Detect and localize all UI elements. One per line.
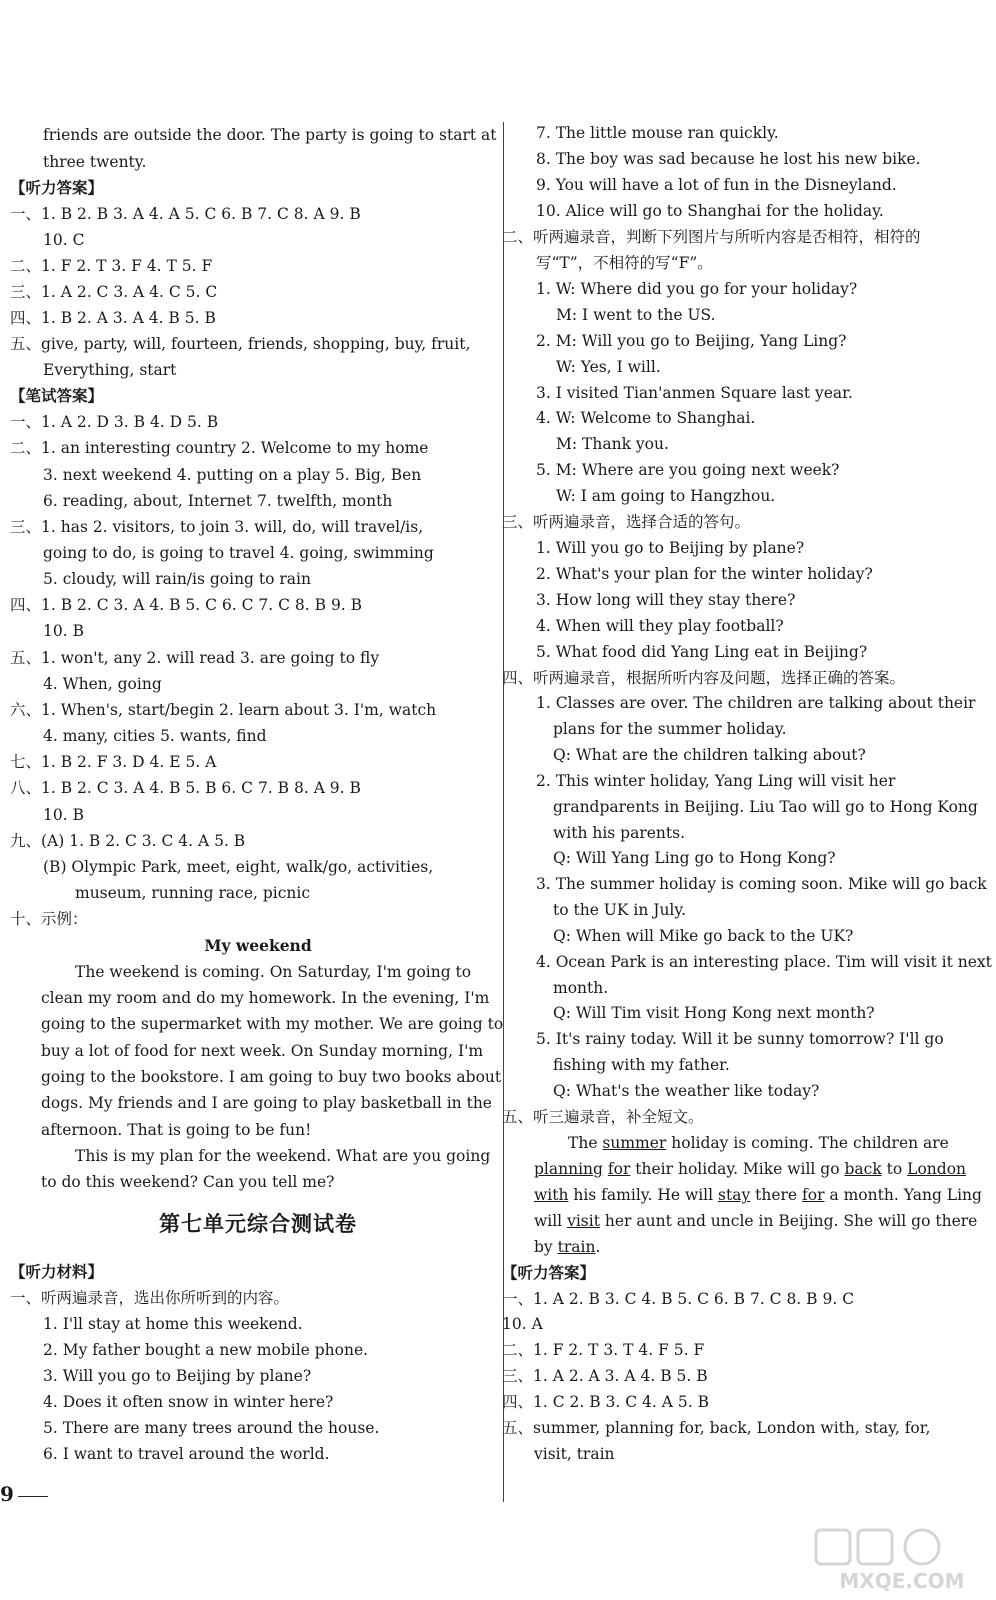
dialogue-line: W: I am going to Hangzhou. <box>556 487 776 505</box>
page-number-dash <box>18 1496 48 1497</box>
answer-line: 四、1. B 2. A 3. A 4. B 5. B <box>10 309 216 327</box>
question-line: 4. When will they play football? <box>536 617 784 635</box>
cloze-blank: London <box>907 1160 967 1178</box>
question-line: 2. My father bought a new mobile phone. <box>43 1341 369 1359</box>
answer-line: 三、1. A 2. C 3. A 4. C 5. C <box>10 283 218 301</box>
answer-line: 四、1. B 2. C 3. A 4. B 5. C 6. C 7. C 8. B 9. B <box>10 596 363 614</box>
answer-line: 九、(A) 1. B 2. C 3. C 4. A 5. B <box>10 832 246 850</box>
essay-line: going to the bookstore. I am going to buy two books about <box>41 1068 502 1086</box>
question-heading: 四、听两遍录音，根据所听内容及问题，选择正确的答案。 <box>502 669 906 687</box>
answer-line: 10. B <box>43 806 84 824</box>
answer-line: 六、1. When's, start/begin 2. learn about 3. I'm, watch <box>10 701 437 719</box>
dialogue-line: 2. M: Will you go to Beijing, Yang Ling? <box>536 332 847 350</box>
dialogue-line: 5. M: Where are you going next week? <box>536 461 840 479</box>
question-heading: 二、听两遍录音，判断下列图片与所听内容是否相符，相符的 <box>502 228 921 246</box>
passage-line: fishing with my father. <box>553 1056 730 1074</box>
answer-line: 一、1. A 2. B 3. C 4. B 5. C 6. B 7. C 8. B 9. C <box>502 1290 855 1308</box>
question-line: 1. Will you go to Beijing by plane? <box>536 539 805 557</box>
watermark-logo <box>812 1528 992 1594</box>
answer-line: (B) Olympic Park, meet, eight, walk/go, activities, <box>43 858 434 876</box>
passage-line: 5. It's rainy today. Will it be sunny tomorrow? I'll go <box>536 1030 944 1048</box>
passage-line: month. <box>553 979 609 997</box>
essay-line: dogs. My friends and I are going to play basketball in the <box>41 1094 492 1112</box>
cloze-line <box>534 1236 600 1258</box>
cloze-line <box>534 1158 966 1180</box>
cloze-text: his family. He will <box>568 1186 719 1204</box>
cloze-text: a month. Yang Ling <box>824 1186 982 1204</box>
answer-line: 五、1. won't, any 2. will read 3. are going to fly <box>10 649 380 667</box>
section-heading: 【听力材料】 <box>10 1262 104 1281</box>
passage-question: Q: Will Yang Ling go to Hong Kong? <box>553 849 836 867</box>
answer-line: 八、1. B 2. C 3. A 4. B 5. B 6. C 7. B 8. A 9. B <box>10 779 361 797</box>
answer-line: 三、1. has 2. visitors, to join 3. will, do, will travel/is, <box>10 518 424 536</box>
cloze-text: by <box>534 1238 558 1256</box>
passage-line: to the UK in July. <box>553 901 687 919</box>
question-heading: 一、听两遍录音，选出你所听到的内容。 <box>10 1289 290 1307</box>
answer-line: 五、give, party, will, fourteen, friends, shopping, buy, fruit, <box>10 335 471 353</box>
answer-line: visit, train <box>534 1445 615 1463</box>
answer-line: 3. next weekend 4. putting on a play 5. Big, Ben <box>43 466 422 484</box>
passage-question: Q: When will Mike go back to the UK? <box>553 927 854 945</box>
section-heading: 【笔试答案】 <box>10 386 104 405</box>
essay-line: This is my plan for the weekend. What are you going <box>75 1147 491 1165</box>
question-line: 3. Will you go to Beijing by plane? <box>43 1367 312 1385</box>
answer-line: 4. When, going <box>43 675 162 693</box>
answer-line: museum, running race, picnic <box>75 884 311 902</box>
cloze-blank: planning <box>534 1160 603 1178</box>
dialogue-line: 4. W: Welcome to Shanghai. <box>536 409 756 427</box>
cloze-blank: for <box>607 1160 631 1178</box>
passage-line: grandparents in Beijing. Liu Tao will go to Hong Kong <box>553 798 978 816</box>
cloze-blank: summer <box>602 1134 667 1152</box>
question-line: 5. What food did Yang Ling eat in Beijing? <box>536 643 868 661</box>
cloze-text: will <box>534 1212 568 1230</box>
answer-line: 二、1. an interesting country 2. Welcome to my home <box>10 439 429 457</box>
dialogue-line: 3. I visited Tian'anmen Square last year. <box>536 384 853 402</box>
passage-line: 2. This winter holiday, Yang Ling will visit her <box>536 772 896 790</box>
page-number: 9 <box>0 1482 14 1506</box>
cloze-blank: with <box>534 1186 569 1204</box>
answer-line: 5. cloudy, will rain/is going to rain <box>43 570 311 588</box>
essay-line: clean my room and do my homework. In the evening, I'm <box>41 989 490 1007</box>
cloze-blank: visit <box>567 1212 600 1230</box>
answer-line: 七、1. B 2. F 3. D 4. E 5. A <box>10 753 217 771</box>
answer-line: 五、summer, planning for, back, London with, stay, for, <box>502 1419 931 1437</box>
cloze-line <box>568 1132 949 1154</box>
text-line: friends are outside the door. The party is going to start at <box>43 126 497 144</box>
question-heading: 写“T”，不相符的写“F”。 <box>536 254 713 272</box>
question-heading: 五、听三遍录音，补全短文。 <box>502 1108 704 1126</box>
question-line: 4. Does it often snow in winter here? <box>43 1393 334 1411</box>
passage-line: 4. Ocean Park is an interesting place. Tim will visit it next <box>536 953 992 971</box>
question-line: 5. There are many trees around the house. <box>43 1419 380 1437</box>
cloze-blank: train <box>557 1238 596 1256</box>
question-line: 1. I'll stay at home this weekend. <box>43 1315 303 1333</box>
cloze-line <box>534 1184 982 1206</box>
question-heading: 三、听两遍录音，选择合适的答句。 <box>502 513 751 531</box>
answer-line: 一、1. B 2. B 3. A 4. A 5. C 6. B 7. C 8. A 9. B <box>10 205 361 223</box>
cloze-text: their holiday. Mike will go <box>630 1160 845 1178</box>
essay-line: afternoon. That is going to be fun! <box>41 1121 312 1139</box>
answer-line: 十、示例： <box>10 910 88 928</box>
passage-line: 1. Classes are over. The children are talking about their <box>536 694 976 712</box>
section-heading: 【听力答案】 <box>10 178 104 197</box>
question-line: 8. The boy was sad because he lost his new bike. <box>536 150 921 168</box>
answer-line: 三、1. A 2. A 3. A 4. B 5. B <box>502 1367 708 1385</box>
essay-title: My weekend <box>204 936 312 955</box>
answer-line: 四、1. C 2. B 3. C 4. A 5. B <box>502 1393 709 1411</box>
cloze-blank: for <box>802 1186 825 1204</box>
cloze-text: holiday is coming. The children are <box>666 1134 949 1152</box>
answer-line: going to do, is going to travel 4. going, swimming <box>43 544 434 562</box>
question-line: 2. What's your plan for the winter holiday? <box>536 565 873 583</box>
cloze-blank: stay <box>718 1186 751 1204</box>
cloze-text: there <box>750 1186 803 1204</box>
passage-question: Q: What's the weather like today? <box>553 1082 820 1100</box>
question-line: 3. How long will they stay there? <box>536 591 796 609</box>
cloze-text: The <box>568 1134 603 1152</box>
essay-line: going to the supermarket with my mother. We are going to <box>41 1015 504 1033</box>
watermark-icon <box>812 1528 992 1594</box>
passage-line: 3. The summer holiday is coming soon. Mike will go back <box>536 875 987 893</box>
question-line: 9. You will have a lot of fun in the Disneyland. <box>536 176 897 194</box>
cloze-text: to <box>881 1160 908 1178</box>
dialogue-line: W: Yes, I will. <box>556 358 661 376</box>
answer-line: 10. B <box>43 622 84 640</box>
cloze-line <box>534 1210 977 1232</box>
dialogue-line: 1. W: Where did you go for your holiday? <box>536 280 858 298</box>
answer-line: Everything, start <box>43 361 177 379</box>
passage-question: Q: Will Tim visit Hong Kong next month? <box>553 1004 875 1022</box>
answer-line: 10. A <box>502 1315 543 1333</box>
answer-line: 6. reading, about, Internet 7. twelfth, month <box>43 492 393 510</box>
passage-line: with his parents. <box>553 824 686 842</box>
question-line: 10. Alice will go to Shanghai for the holiday. <box>536 202 884 220</box>
answer-line: 4. many, cities 5. wants, find <box>43 727 267 745</box>
cloze-text: . <box>595 1238 601 1256</box>
text-line: three twenty. <box>43 153 147 171</box>
passage-line: plans for the summer holiday. <box>553 720 787 738</box>
answer-line: 10. C <box>43 231 85 249</box>
answer-line: 一、1. A 2. D 3. B 4. D 5. B <box>10 413 219 431</box>
unit-title: 第七单元综合测试卷 <box>159 1211 357 1236</box>
answer-line: 二、1. F 2. T 3. T 4. F 5. F <box>502 1341 705 1359</box>
essay-line: The weekend is coming. On Saturday, I'm going to <box>75 963 472 981</box>
dialogue-line: M: I went to the US. <box>556 306 716 324</box>
answer-line: 二、1. F 2. T 3. F 4. T 5. F <box>10 257 213 275</box>
question-line: 7. The little mouse ran quickly. <box>536 124 779 142</box>
watermark-text: MXQE.COM <box>839 1569 965 1593</box>
cloze-blank: back <box>844 1160 882 1178</box>
dialogue-line: M: Thank you. <box>556 435 669 453</box>
section-heading: 【听力答案】 <box>502 1263 596 1282</box>
question-line: 6. I want to travel around the world. <box>43 1445 330 1463</box>
passage-question: Q: What are the children talking about? <box>553 746 866 764</box>
essay-line: to do this weekend? Can you tell me? <box>41 1173 335 1191</box>
essay-line: buy a lot of food for next week. On Sunday morning, I'm <box>41 1042 484 1060</box>
cloze-text: her aunt and uncle in Beijing. She will go there <box>599 1212 978 1230</box>
